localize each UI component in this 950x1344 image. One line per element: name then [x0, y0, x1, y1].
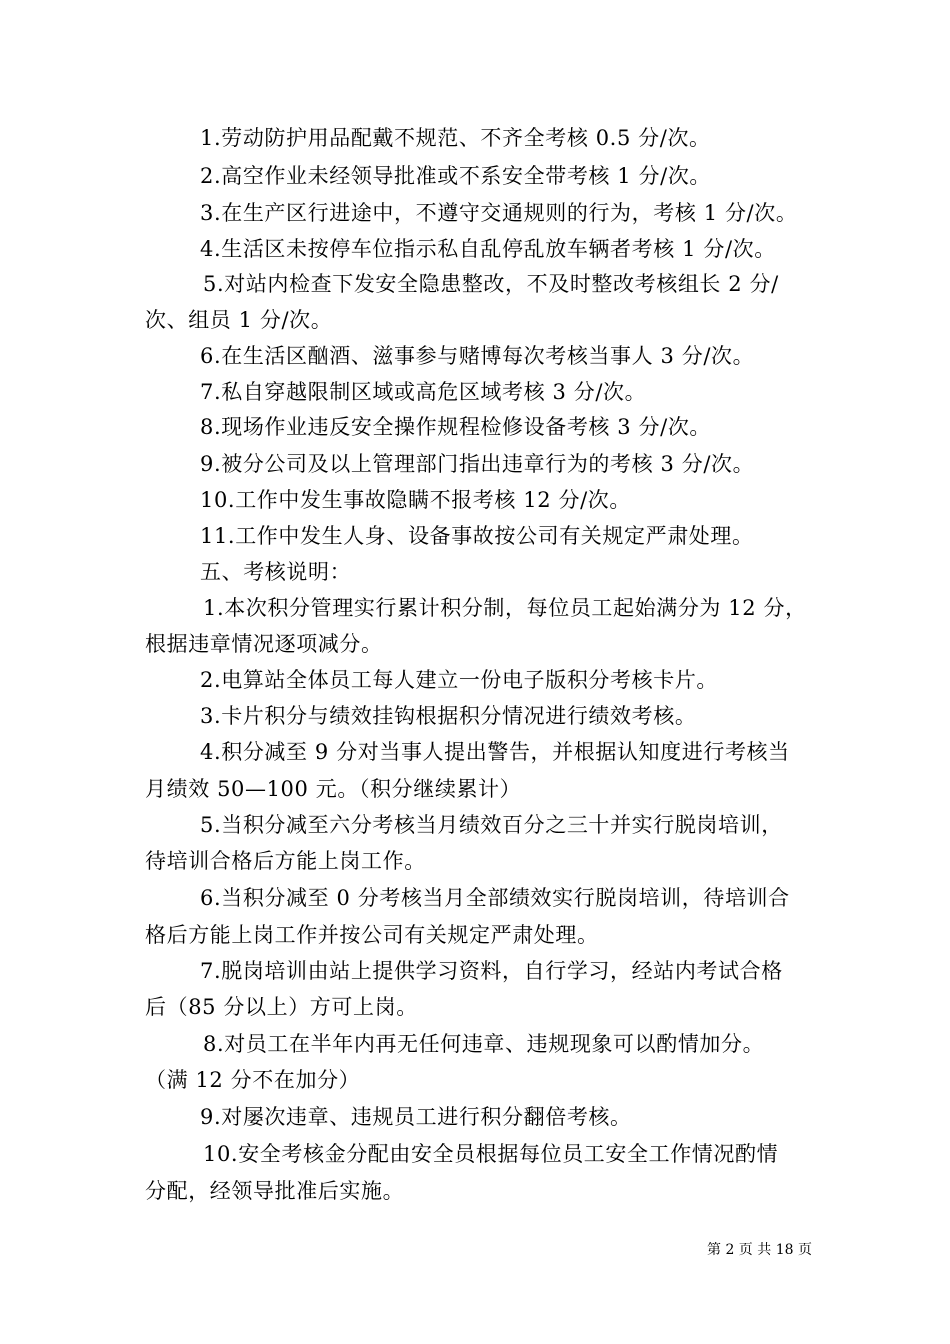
note-item-10: 10.安全考核金分配由安全员根据每位员工安全工作情况酌情 [203, 1142, 779, 1166]
rule-item-9: 9.被分公司及以上管理部门指出违章行为的考核 3 分/次。 [200, 452, 755, 476]
rule-item-4: 4.生活区未按停车位指示私自乱停乱放车辆者考核 1 分/次。 [200, 237, 776, 261]
rule-item-7: 7.私自穿越限制区域或高危区域考核 3 分/次。 [200, 380, 647, 404]
rule-item-5-continued: 次、组员 1 分/次。 [145, 308, 333, 332]
note-item-4: 4.积分减至 9 分对当事人提出警告，并根据认知度进行考核当 [200, 740, 790, 764]
note-item-6: 6.当积分减至 0 分考核当月全部绩效实行脱岗培训，待培训合 [200, 886, 790, 910]
rule-item-2: 2.高空作业未经领导批准或不系安全带考核 1 分/次。 [200, 164, 712, 188]
note-item-10-continued: 分配，经领导批准后实施。 [145, 1179, 405, 1203]
note-item-9: 9.对屡次违章、违规员工进行积分翻倍考核。 [200, 1105, 632, 1129]
rule-item-3: 3.在生产区行进途中，不遵守交通规则的行为，考核 1 分/次。 [200, 201, 798, 225]
note-item-5: 5.当积分减至六分考核当月绩效百分之三十并实行脱岗培训， [200, 813, 783, 837]
rule-item-11: 11.工作中发生人身、设备事故按公司有关规定严肃处理。 [200, 524, 754, 548]
rule-item-1: 1.劳动防护用品配戴不规范、不齐全考核 0.5 分/次。 [200, 126, 711, 150]
rule-item-5: 5.对站内检查下发安全隐患整改，不及时整改考核组长 2 分/ [203, 272, 779, 296]
note-item-8: 8.对员工在半年内再无任何违章、违规现象可以酌情加分。 [203, 1032, 765, 1056]
note-item-7: 7.脱岗培训由站上提供学习资料，自行学习，经站内考试合格 [200, 959, 783, 983]
note-item-1: 1.本次积分管理实行累计积分制，每位员工起始满分为 12 分， [203, 596, 807, 620]
rule-item-8: 8.现场作业违反安全操作规程检修设备考核 3 分/次。 [200, 415, 712, 439]
note-item-5-continued: 待培训合格后方能上岗工作。 [145, 849, 426, 873]
rule-item-6: 6.在生活区酗酒、滋事参与赌博每次考核当事人 3 分/次。 [200, 344, 755, 368]
note-item-3: 3.卡片积分与绩效挂钩根据积分情况进行绩效考核。 [200, 704, 697, 728]
note-item-2: 2.电算站全体员工每人建立一份电子版积分考核卡片。 [200, 668, 719, 692]
note-item-8-continued: （满 12 分不在加分） [145, 1068, 361, 1092]
rule-item-10: 10.工作中发生事故隐瞒不报考核 12 分/次。 [200, 488, 631, 512]
note-item-6-continued: 格后方能上岗工作并按公司有关规定严肃处理。 [145, 923, 599, 947]
note-item-4-continued: 月绩效 50—100 元。（积分继续累计） [145, 777, 522, 801]
note-item-7-continued: 后（85 分以上）方可上岗。 [145, 995, 418, 1019]
page-number-footer: 第 2 页 共 18 页 [707, 1242, 812, 1258]
section-heading: 五、考核说明： [200, 560, 352, 584]
note-item-1-continued: 根据违章情况逐项减分。 [145, 632, 383, 656]
